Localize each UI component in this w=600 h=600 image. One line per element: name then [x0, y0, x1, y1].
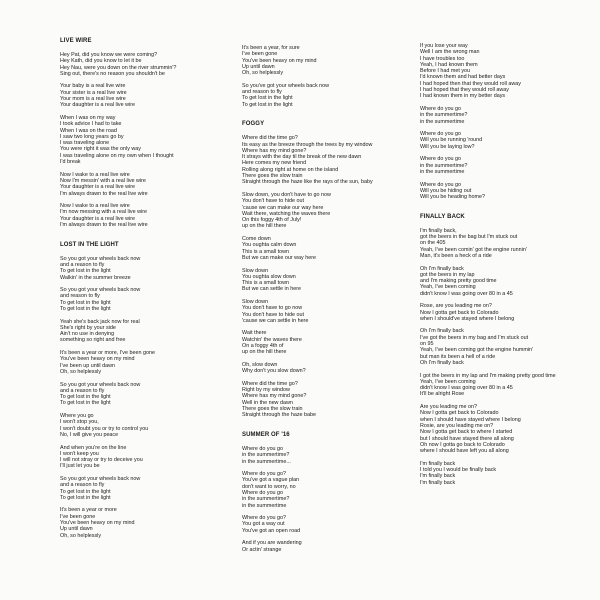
song-block	[242, 432, 402, 553]
lyric-line: Sing out, there's no reason you shouldn't be	[60, 70, 165, 77]
lyric-line: Yeah, I've been coming	[420, 378, 476, 385]
lyric-stanza	[242, 299, 402, 324]
lyrics-column-left	[60, 38, 225, 545]
lyric-line: This is a small town	[242, 280, 290, 287]
lyric-line: Will you be heading home?	[420, 194, 486, 201]
lyric-line: Now I gotta get back to Colorado	[420, 309, 499, 316]
lyric-stanza	[60, 256, 225, 281]
lyric-line: You've got an open road	[242, 527, 301, 534]
lyric-line: when I should have stayed where I belong	[420, 416, 521, 423]
lyric-line: This is a small town	[242, 248, 290, 255]
lyric-line: Your sister is a real live wire	[60, 89, 127, 96]
lyric-stanza	[60, 382, 225, 407]
song-block	[242, 121, 402, 418]
lyric-line: Oh, slow down	[242, 361, 278, 368]
lyric-line: Where did the time go?	[242, 380, 298, 387]
lyric-stanza	[420, 461, 585, 486]
lyric-line: Will you be hiding out	[420, 187, 472, 194]
song-spacer	[420, 207, 585, 214]
lyric-stanza	[60, 115, 225, 165]
lyric-line: Yeah, I've been comin' got the engine runnin'	[420, 246, 527, 253]
lyric-stanza	[242, 471, 402, 509]
lyric-line: It strays with the day til the break of the new dawn	[242, 154, 362, 161]
lyric-line: I had hoped then that they would roll away	[420, 80, 521, 87]
song-title: LIVE WIRE	[60, 38, 92, 44]
lyric-line: To get lost in the light	[60, 494, 111, 501]
lyric-line: Or actin' strange	[242, 546, 282, 553]
lyric-line: Slow down	[242, 267, 269, 274]
lyric-line: I told you I would be finally back	[420, 467, 497, 473]
lyric-line: I took advice I had to take	[60, 121, 122, 128]
lyric-line: And when you're on the line	[60, 444, 127, 451]
lyric-line: don't want to worry, no	[242, 483, 296, 490]
lyric-line: Up until dawn	[242, 63, 275, 70]
lyric-line: So you got your wheels back now	[60, 287, 141, 294]
lyric-line: She's right by your side	[60, 324, 116, 331]
lyric-stanza	[242, 268, 402, 293]
lyric-stanza	[60, 319, 225, 344]
song-title: FOGGY	[242, 121, 265, 128]
lyric-line: Straight through the haze babe	[242, 412, 317, 419]
lyric-line: To get lost in the light	[60, 400, 111, 407]
lyric-line: up on the hill there	[242, 349, 287, 356]
lyric-line: Now I gotta get back to where I started	[420, 429, 513, 436]
song-block	[60, 38, 225, 228]
lyric-line: I've been gone	[60, 513, 96, 520]
lyric-line: Man, it's been a heck of a ride	[420, 252, 492, 259]
lyric-line: Walkin' in the summer breeze	[60, 274, 131, 281]
lyric-line: Slow down, you don't have to go now	[242, 191, 331, 198]
lyric-line: I've been gone	[242, 51, 278, 58]
lyric-line: and a reason to fly	[60, 261, 105, 268]
lyric-line: To get lost in the light	[60, 305, 111, 312]
lyric-line: but man its been a hell of a ride	[420, 353, 496, 360]
song-block	[60, 242, 225, 539]
lyric-line: Your daughter is a real live wire	[60, 215, 136, 222]
lyric-line: I'm always drawn to the real live wire	[60, 190, 148, 197]
lyric-line: You oughta slow down	[242, 273, 296, 280]
lyric-line: So you got your wheels back now	[60, 381, 141, 388]
lyric-line: Now I wake to a real live wire	[60, 171, 130, 178]
lyric-stanza	[420, 373, 585, 398]
lyric-line: Where you go	[60, 413, 94, 420]
song-title: LOST IN THE LIGHT	[60, 241, 119, 248]
lyric-stanza	[420, 303, 585, 322]
lyric-line: Now I gotta get back to Colorado	[420, 410, 499, 417]
lyric-stanza	[242, 45, 402, 76]
lyric-line: I've got the beers in my bag and I'm stuck out	[420, 334, 529, 341]
lyric-line: Where do you go?	[242, 471, 287, 478]
lyric-line: Where do you go	[420, 181, 462, 188]
lyric-line: There goes the slow train	[242, 173, 303, 180]
lyric-line: I won't stop you,	[60, 419, 99, 426]
lyric-line: Will you be running 'round	[420, 137, 483, 144]
lyric-line: It's been a year or more, I've been gone	[60, 350, 155, 357]
lyric-line: I got the beers in my lap and I'm making pretty good time	[420, 372, 556, 379]
lyric-line: up on the hill there	[242, 223, 287, 230]
lyric-line: To get lost in the light	[60, 299, 111, 306]
lyric-line: Where did the time go?	[242, 135, 298, 142]
lyric-line: I'm always drawn to the real live wire	[60, 222, 148, 229]
lyric-stanza	[242, 446, 402, 465]
lyric-line: I'm finally back,	[420, 227, 457, 234]
song-block	[420, 43, 585, 200]
lyric-line: Before I had met you	[420, 68, 471, 75]
lyric-stanza	[242, 236, 402, 261]
lyric-line: in the summertime	[420, 118, 465, 125]
lyric-line: something so right and free	[60, 337, 126, 344]
lyric-line: Where has my mind gone?	[242, 147, 307, 154]
lyric-line: To get lost in the light	[242, 95, 293, 102]
song-spacer	[242, 425, 402, 432]
lyric-line: Your baby is a real live wire	[60, 83, 126, 90]
lyric-line: I won't doubt you or try to control you	[60, 425, 149, 432]
lyric-line: Yeah, I've been coming got the engine hummin'	[420, 347, 534, 354]
lyric-line: Yeah, I've been coming	[420, 284, 476, 291]
lyric-line: It's been a year, for sure	[242, 45, 300, 51]
lyric-stanza	[420, 404, 585, 454]
lyric-line: I'm finally back	[420, 479, 456, 486]
lyric-line: Come down	[242, 236, 271, 243]
lyric-line: On a foggy 4th of	[242, 343, 284, 350]
lyric-line: And if you are wandering	[242, 540, 302, 547]
lyric-line: Oh, so helplessly	[60, 532, 102, 539]
lyric-line: Here comes my new friend	[242, 160, 307, 167]
lyric-stanza	[242, 192, 402, 230]
lyric-line: in the summertime	[242, 502, 287, 509]
lyric-line: Where do you go	[242, 490, 284, 496]
lyric-line: in the summertime?	[420, 162, 468, 169]
lyric-line: On this foggy 4th of July!	[242, 217, 302, 224]
lyric-line: I was traveling alone	[60, 140, 110, 147]
lyric-line: on the 405	[420, 240, 446, 247]
lyric-line: You oughta calm down	[242, 242, 297, 249]
lyric-line: To get lost in the light	[60, 394, 111, 401]
lyric-stanza	[60, 172, 225, 197]
song-title: FINALLY BACK	[420, 213, 465, 220]
lyric-stanza	[420, 156, 585, 175]
lyric-line: in the summertime...	[242, 458, 291, 465]
lyric-line: and I'm making pretty good time	[420, 278, 497, 285]
lyric-line: I'd known them and had better days	[420, 74, 506, 81]
lyric-line: Hey Nau, were you down on the river strummin'?	[60, 64, 177, 71]
lyric-line: Ain't no use in denying	[60, 331, 115, 338]
lyric-line: Where do you go	[420, 105, 462, 112]
lyric-stanza	[60, 83, 225, 108]
lyric-line: I'll just let you be	[60, 463, 100, 470]
lyric-line: when I should've stayed where I belong	[420, 315, 515, 322]
lyric-line: So you've got your wheels back now	[242, 82, 330, 89]
lyric-line: No, I will give you peace	[60, 431, 119, 438]
lyric-line: Rolling along right at home on the island	[242, 166, 339, 173]
lyric-stanza	[242, 83, 402, 108]
lyric-stanza	[420, 43, 585, 100]
song-block	[420, 214, 585, 486]
song-spacer	[60, 235, 225, 242]
lyric-line: 'cause we can make our way here	[242, 204, 324, 211]
lyric-line: but I should have stayed there all along	[420, 435, 514, 442]
lyric-stanza	[60, 203, 225, 228]
lyric-line: Wait there, watching the waves there	[242, 210, 331, 217]
lyric-stanza	[60, 507, 225, 538]
lyric-stanza	[60, 287, 225, 312]
lyric-line: When I was on the road	[60, 127, 117, 134]
lyric-stanza	[60, 445, 225, 470]
lyric-line: didn't know I was going over 80 in a 45	[420, 385, 513, 392]
lyric-line: You've got a vague plan	[242, 477, 300, 484]
lyric-stanza	[60, 52, 225, 77]
lyric-line: Now I wake to a real live wire	[60, 203, 130, 210]
lyric-line: I'd break	[60, 159, 81, 166]
lyric-line: on 95	[420, 341, 434, 348]
lyric-line: in the summertime?	[242, 496, 290, 503]
song-block	[242, 45, 402, 108]
lyric-line: and reason to fly	[242, 89, 282, 96]
lyric-line: got the beers in my lap	[420, 271, 475, 278]
lyric-line: It's been a year or more	[60, 507, 117, 514]
lyric-line: Hey Kath, did you know to let it be	[60, 58, 142, 65]
lyric-stanza	[242, 330, 402, 355]
lyric-stanza	[242, 515, 402, 534]
lyric-stanza	[242, 540, 402, 553]
lyric-line: If you lose your way	[420, 43, 468, 49]
lyric-line: Oh I'm finally back	[420, 328, 464, 335]
lyric-line: So you got your wheels back now	[60, 476, 141, 482]
lyric-line: and a reason to fly	[60, 482, 105, 489]
lyric-line: To get lost in the light	[242, 101, 293, 108]
lyric-line: I'm now messing with a real live wire	[60, 209, 148, 216]
lyric-line: Oh I'm finally back	[420, 265, 464, 272]
lyric-stanza	[420, 106, 585, 125]
lyric-line: Oh now I gotta go back to Colorado	[420, 441, 505, 448]
lyric-line: Your daughter is a real live wire	[60, 102, 136, 109]
lyric-line: Now I'm messin' with a real live wire	[60, 177, 146, 184]
lyric-line: Why don't you slow down?	[242, 368, 306, 375]
lyrics-column-right	[420, 43, 585, 492]
lyric-line: I will not stray or try to deceive you	[60, 457, 143, 464]
lyric-line: where I should have left you all along	[420, 448, 509, 455]
lyric-stanza	[420, 328, 585, 366]
lyrics-column-middle	[242, 45, 402, 559]
lyric-stanza	[420, 182, 585, 201]
lyric-line: But we can make our way here	[242, 254, 317, 261]
song-title: SUMMER OF '16	[242, 431, 290, 438]
lyric-line: in the summertime	[420, 168, 465, 175]
lyric-line: Wait there	[242, 330, 267, 337]
lyric-stanza	[420, 131, 585, 150]
lyric-line: I saw two long years go by	[60, 133, 124, 140]
lyric-line: Your daughter is a real live wire	[60, 184, 136, 191]
lyric-line: I'm finally back	[420, 460, 456, 467]
lyric-line: and a reason to fly	[60, 387, 105, 394]
lyric-line: You don't have to hide out	[242, 311, 304, 318]
lyric-line: You got a way out	[242, 521, 285, 528]
lyric-line: It'll be alright Rose	[420, 391, 465, 398]
lyric-line: To get lost in the light	[60, 488, 111, 495]
song-spacer	[242, 114, 402, 121]
lyric-line: I have troubles too	[420, 55, 465, 62]
lyric-line: But we can settle in here	[242, 286, 302, 293]
lyric-line: got the beers in the bag but I'm stuck out	[420, 234, 518, 241]
lyric-line: So you got your wheels back now	[60, 255, 141, 262]
lyric-stanza	[242, 362, 402, 375]
lyric-stanza	[60, 413, 225, 438]
lyric-line: I've been up until dawn	[60, 362, 115, 369]
lyric-line: Well in the new dawn	[242, 399, 293, 406]
lyric-line: Your mom is a real live wire	[60, 96, 126, 103]
lyric-stanza	[242, 381, 402, 419]
lyric-line: When I was on my way	[60, 114, 116, 121]
lyric-line: in the summertime?	[420, 112, 468, 119]
lyric-line: Where do you go	[420, 156, 462, 163]
lyric-line: Rosie, are you leading me on?	[420, 422, 494, 429]
lyric-line: Yeah she's back jack now for real	[60, 318, 140, 325]
lyric-line: 'cause we can settle in here	[242, 317, 309, 324]
lyric-line: Where has my mind gone?	[242, 393, 307, 400]
lyric-line: and reason to fly	[60, 293, 100, 300]
lyric-line: Yeah, I had known them	[420, 61, 478, 68]
lyric-stanza	[420, 228, 585, 259]
lyric-line: You were right it was the only way	[60, 146, 142, 153]
lyric-line: Hey Pat, did you know we were coming?	[60, 52, 158, 58]
lyric-line: I'm finally back	[420, 473, 456, 480]
lyric-stanza	[242, 135, 402, 185]
lyric-line: Are you leading me on?	[420, 404, 477, 411]
lyric-stanza	[420, 266, 585, 297]
lyric-line: You don't have to hide out	[242, 198, 304, 205]
lyric-line: Oh, so helplessly	[242, 70, 284, 77]
lyric-line: in the summertime?	[242, 452, 290, 459]
lyric-line: You don't have to go now	[242, 305, 303, 312]
lyric-line: To get lost in the light	[60, 268, 111, 275]
lyric-line: didn't know I was going over 80 in a 45	[420, 290, 513, 297]
lyric-line: Oh, so helplessly	[60, 368, 102, 375]
lyric-line: I was traveling alone on my own when I thought	[60, 152, 174, 159]
lyric-line: You've been heavy on my mind	[242, 57, 317, 64]
lyric-line: I had hoped that they would roll away	[420, 87, 510, 94]
lyric-line: Where do you go	[242, 445, 284, 452]
lyric-stanza	[60, 350, 225, 375]
lyric-line: Oh I'm finally back	[420, 359, 464, 366]
lyric-line: Watchin' the waves there	[242, 336, 302, 343]
lyric-stanza	[60, 476, 225, 501]
lyric-line: Will you be laying low?	[420, 143, 475, 150]
lyric-line: You've been heavy on my mind	[60, 520, 135, 527]
lyric-line: Rose, are you leading me on?	[420, 303, 492, 310]
lyric-line: I had known them in my better days	[420, 93, 506, 100]
lyric-line: Slow down	[242, 298, 269, 305]
lyric-line: Where do you go	[420, 131, 462, 138]
lyric-line: There goes the slow train	[242, 406, 303, 413]
lyric-line: Where do you go?	[242, 515, 287, 522]
lyric-line: Right by my window	[242, 387, 290, 394]
lyric-line: Up until dawn	[60, 526, 93, 533]
lyric-line: You've been heavy on my mind	[60, 356, 135, 363]
lyric-line: I won't keep you	[60, 450, 99, 457]
lyric-line: Straight through the haze like the rays of the sun, baby	[242, 179, 373, 186]
lyric-line: Its easy as the breeze through the trees by my window	[242, 141, 373, 148]
lyric-line: Well I am the wrong man	[420, 49, 480, 56]
